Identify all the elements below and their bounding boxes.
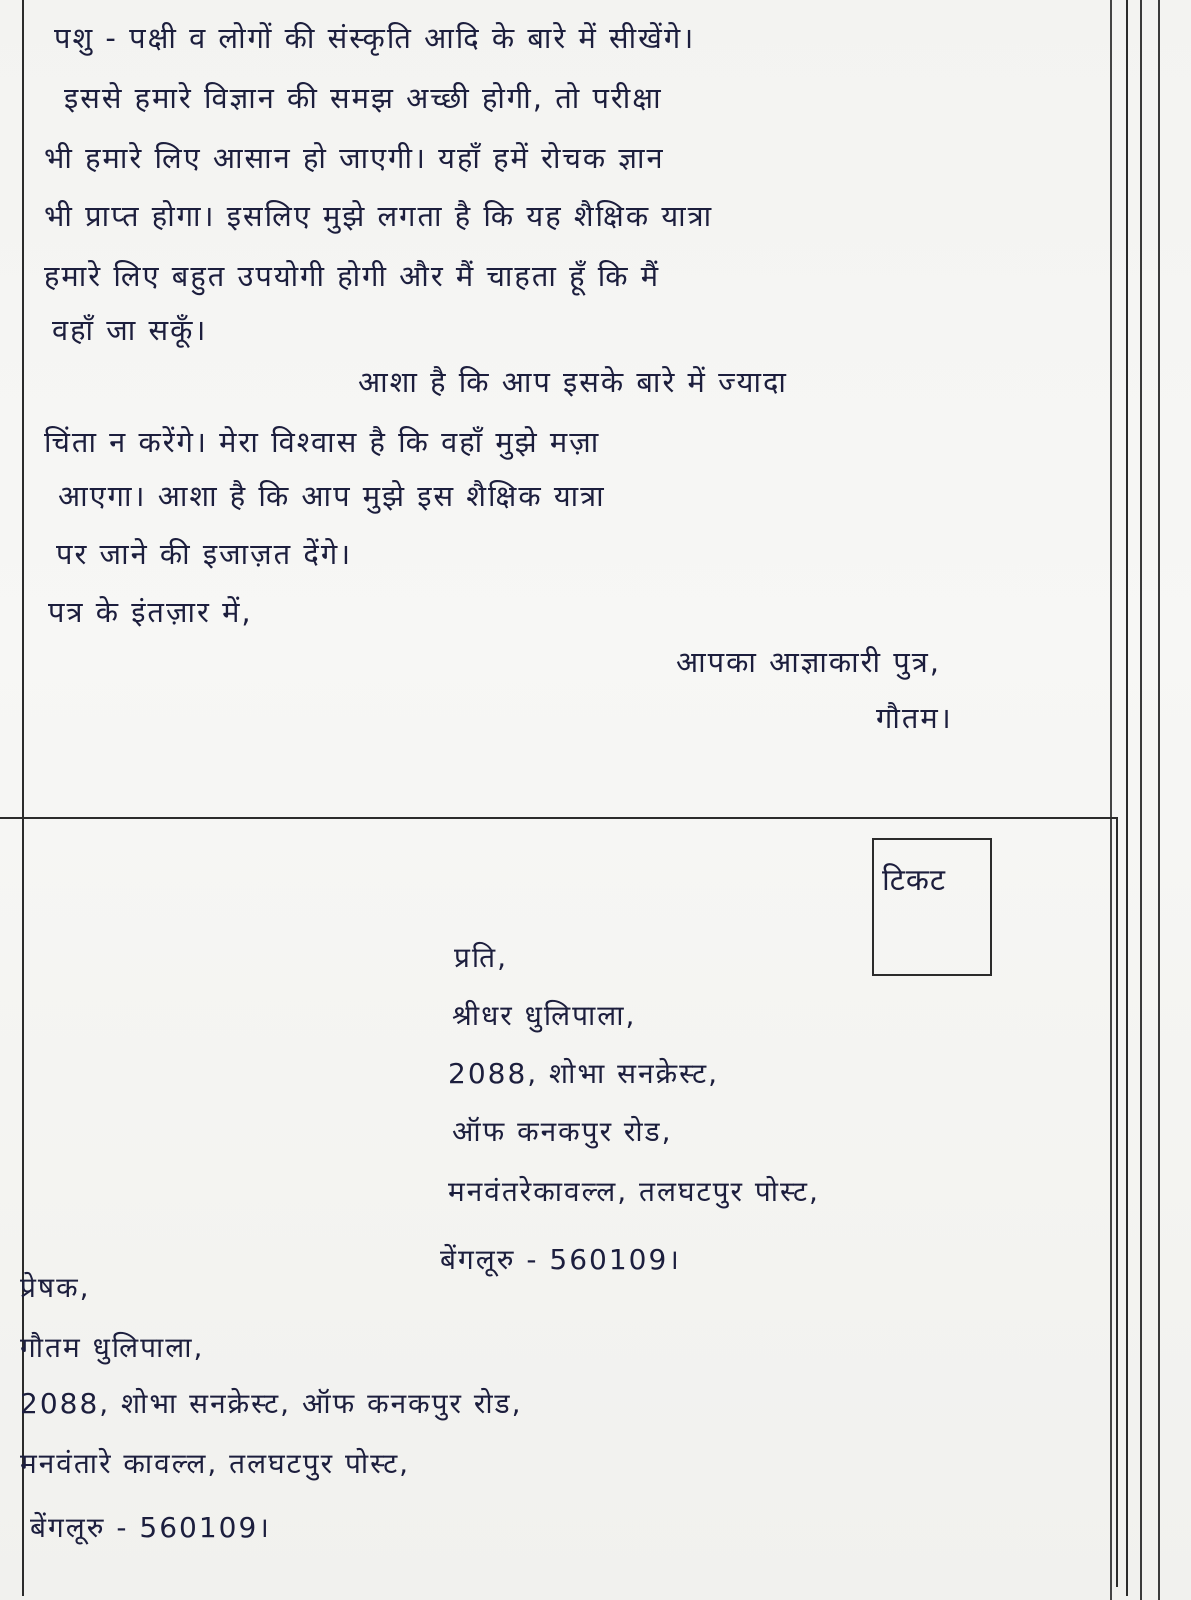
from-address-line: मनवंतारे कावल्ल, तलघटपुर पोस्ट, (20, 1447, 411, 1480)
to-label: प्रति, (454, 941, 509, 974)
letter-line: आएगा। आशा है कि आप मुझे इस शैक्षिक यात्रा (58, 479, 606, 513)
letter-body (0, 0, 1191, 780)
letter-line: वहाँ जा सकूँ। (52, 313, 208, 347)
letter-line: इससे हमारे विज्ञान की समझ अच्छी होगी, तो परीक्षा (64, 81, 663, 115)
letter-line: चिंता न करेंगे। मेरा विश्वास है कि वहाँ मुझे मज़ा (44, 425, 601, 459)
from-address-line: गौतम धुलिपाला, (20, 1331, 205, 1364)
from-address-line: बेंगलूरु - 560109। (30, 1511, 271, 1544)
to-address-line: श्रीधर धुलिपाला, (452, 999, 637, 1032)
letter-line: आशा है कि आप इसके बारे में ज्यादा (358, 365, 788, 399)
letter-line: पत्र के इंतज़ार में, (48, 595, 253, 629)
letter-line: हमारे लिए बहुत उपयोगी होगी और मैं चाहता हूँ कि मैं (44, 259, 661, 293)
from-label: प्रेषक, (20, 1271, 91, 1304)
letter-signature: गौतम। (876, 701, 953, 735)
to-address-line: 2088, शोभा सनक्रेस्ट, (448, 1057, 720, 1090)
to-address-line: मनवंतरेकावल्ल, तलघटपुर पोस्ट, (448, 1175, 820, 1208)
from-address-line: 2088, शोभा सनक्रेस्ट, ऑफ कनकपुर रोड, (20, 1387, 523, 1420)
letter-line: पशु - पक्षी व लोगों की संस्कृति आदि के बारे में सीखेंगे। (54, 21, 696, 55)
stamp-label: टिकट (882, 863, 947, 898)
to-address-line: ऑफ कनकपुर रोड, (452, 1115, 673, 1148)
to-address-line: बेंगलूरु - 560109। (440, 1243, 681, 1276)
letter-line: पर जाने की इजाज़त देंगे। (56, 537, 353, 571)
letter-line: भी प्राप्त होगा। इसलिए मुझे लगता है कि यह शैक्षिक यात्रा (44, 199, 714, 233)
letter-closing: आपका आज्ञाकारी पुत्र, (676, 645, 941, 679)
stamp-box (872, 838, 992, 976)
letter-line: भी हमारे लिए आसान हो जाएगी। यहाँ हमें रोचक ज्ञान (44, 141, 665, 175)
